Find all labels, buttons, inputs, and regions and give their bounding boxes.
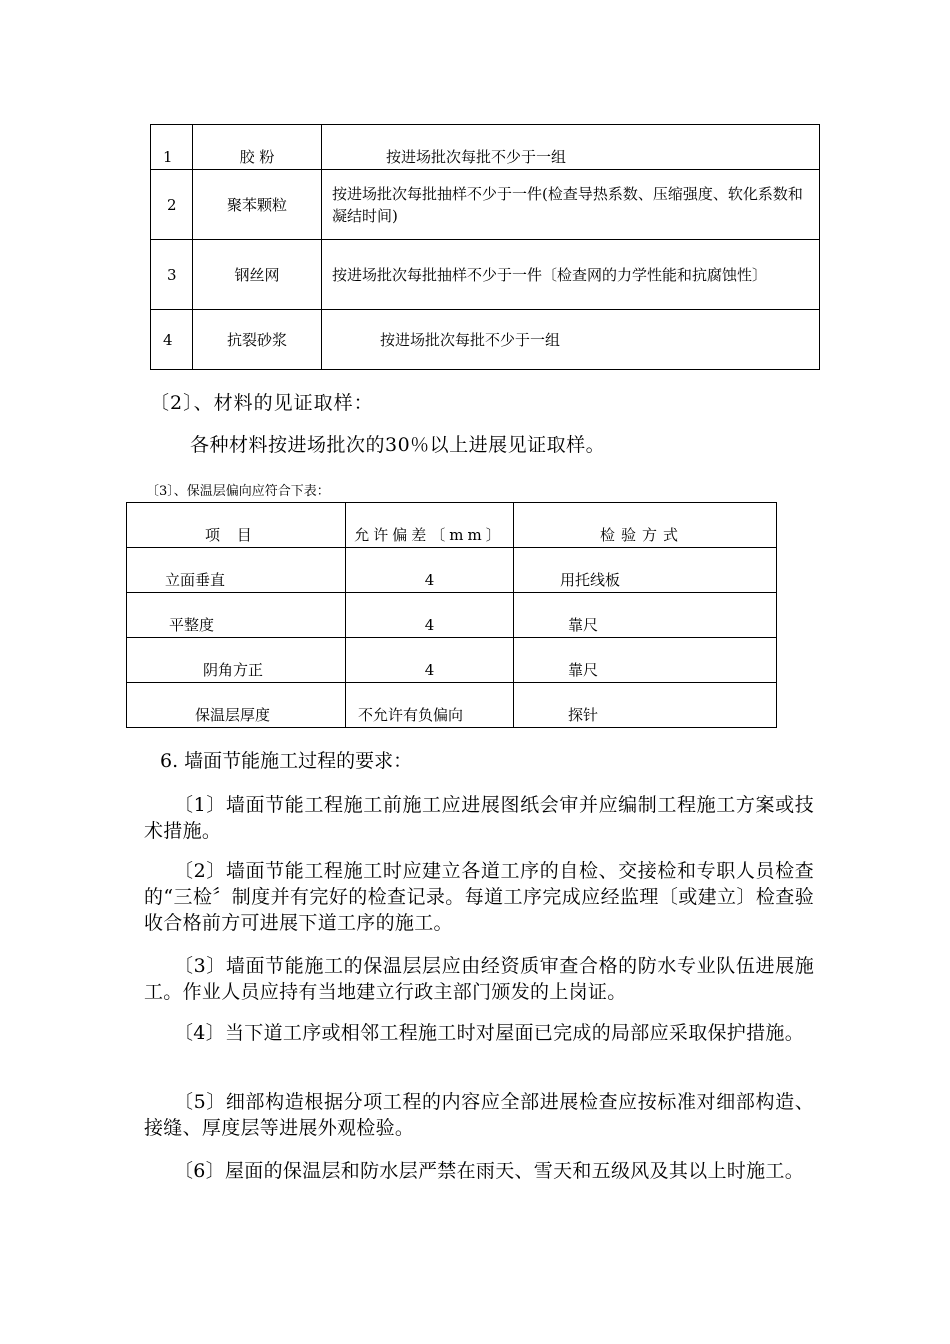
table-row bbox=[127, 548, 777, 593]
table-row bbox=[127, 593, 777, 638]
method-cell: 用托线板 bbox=[514, 548, 777, 593]
table-header-row bbox=[127, 503, 777, 548]
material-name: 抗裂砂浆 bbox=[193, 310, 322, 370]
item-cell: 阴角方正 bbox=[127, 638, 346, 683]
witness-sampling-body: 各种材料按进场批次的30％以上进展见证取样。 bbox=[190, 434, 606, 456]
deviation-table-caption: 〔3〕、保温层偏向应符合下表： bbox=[146, 484, 330, 499]
sampling-requirement: 按进场批次每批抽样不少于一件〔检查网的力学性能和抗腐蚀性〕 bbox=[322, 240, 820, 310]
table-row bbox=[151, 240, 820, 310]
item-cell: 立面垂直 bbox=[127, 548, 346, 593]
deviation-cell: 4 bbox=[346, 593, 514, 638]
requirement-paragraph: 〔5〕细部构造根据分项工程的内容应全部进展检查应按标准对细部构造、接缝、厚度层等进展外观检验。 bbox=[144, 1091, 814, 1139]
witness-sampling-heading: 〔2〕、材料的见证取样： bbox=[150, 392, 374, 414]
requirement-paragraph: 〔6〕屋面的保温层和防水层严禁在雨天、雪天和五级风及其以上时施工。 bbox=[174, 1160, 804, 1182]
table-row bbox=[151, 310, 820, 370]
row-number: 3 bbox=[151, 240, 193, 310]
material-name: 聚苯颗粒 bbox=[193, 170, 322, 240]
header-item: 项 目 bbox=[127, 503, 346, 548]
method-cell: 探针 bbox=[514, 683, 777, 728]
item-cell: 平整度 bbox=[127, 593, 346, 638]
table-row bbox=[151, 170, 820, 240]
requirement-paragraph: 〔3〕墙面节能施工的保温层层应由经资质审查合格的防水专业队伍进展施工。作业人员应持有当地建立行政主部门颁发的上岗证。 bbox=[144, 955, 814, 1003]
row-number: 1 bbox=[151, 125, 193, 170]
material-sampling-table bbox=[150, 124, 820, 370]
item-cell: 保温层厚度 bbox=[127, 683, 346, 728]
deviation-cell: 4 bbox=[346, 548, 514, 593]
sampling-requirement: 按进场批次每批不少于一组 bbox=[322, 310, 820, 370]
row-number: 2 bbox=[151, 170, 193, 240]
deviation-table bbox=[126, 502, 777, 728]
material-name: 钢丝网 bbox=[193, 240, 322, 310]
material-name: 胶 粉 bbox=[193, 125, 322, 170]
sampling-requirement: 按进场批次每批不少于一组 bbox=[322, 125, 820, 170]
requirement-paragraph: 〔1〕墙面节能工程施工前施工应进展图纸会审并应编制工程施工方案或技术措施。 bbox=[144, 794, 814, 842]
sampling-requirement: 按进场批次每批抽样不少于一件(检查导热系数、压缩强度、软化系数和凝结时间) bbox=[322, 170, 820, 240]
method-cell: 靠尺 bbox=[514, 593, 777, 638]
method-cell: 靠尺 bbox=[514, 638, 777, 683]
section-title: 6. 墙面节能施工过程的要求： bbox=[160, 750, 413, 772]
requirement-paragraph: 〔4〕当下道工序或相邻工程施工时对屋面已完成的局部应采取保护措施。 bbox=[174, 1022, 804, 1044]
requirement-paragraph: 〔2〕墙面节能工程施工时应建立各道工序的自检、交接检和专职人员检查的“三检〞制度并有完好的检查记录。每道工序完成应经监理〔或建立〕检查验收合格前方可进展下道工序的施工。 bbox=[144, 860, 814, 934]
header-deviation: 允许偏差〔mm〕 bbox=[346, 503, 514, 548]
deviation-cell: 4 bbox=[346, 638, 514, 683]
table-row bbox=[127, 683, 777, 728]
deviation-cell: 不允许有负偏向 bbox=[346, 683, 514, 728]
table-row bbox=[151, 125, 820, 170]
header-method: 检验方式 bbox=[514, 503, 777, 548]
row-number: 4 bbox=[151, 310, 193, 370]
table-row bbox=[127, 638, 777, 683]
